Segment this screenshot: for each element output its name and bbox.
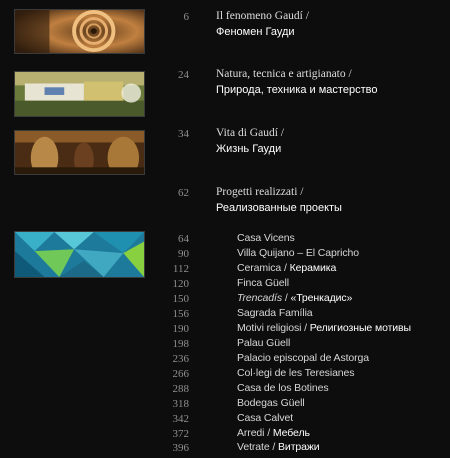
section-page-number: 6 <box>183 11 189 23</box>
project-entry <box>237 232 295 244</box>
project-page-number: 120 <box>172 278 189 290</box>
project-entry <box>237 382 329 394</box>
project-entry <box>237 247 359 259</box>
project-name: Motivi religiosi / <box>237 322 310 334</box>
section-title-russian: Феномен Гауди <box>216 26 295 38</box>
section-title-italian: Vita di Gaudí / <box>216 127 284 139</box>
project-page-number: 112 <box>172 263 189 275</box>
project-entry <box>237 441 320 453</box>
project-name: Casa de los Botines <box>237 382 329 394</box>
project-entry <box>237 367 354 379</box>
project-name-russian: Витражи <box>278 441 320 453</box>
project-page-number: 266 <box>172 368 189 380</box>
section-title-russian: Реализованные проекты <box>216 202 342 214</box>
section-page-number: 62 <box>178 187 189 199</box>
project-entry <box>237 322 411 334</box>
thumbnail-mosaic-bench <box>14 71 145 117</box>
project-entry <box>237 397 305 409</box>
thumbnail-columns <box>14 130 145 175</box>
project-entry <box>237 262 336 274</box>
project-entry <box>237 292 352 304</box>
project-name-russian: Керамика <box>289 262 337 274</box>
section-title-russian: Природа, техника и мастерство <box>216 84 378 96</box>
project-name-russian: Религиозные мотивы <box>309 322 411 334</box>
project-name-russian: «Тренкадис» <box>290 292 353 304</box>
project-page-number: 90 <box>178 248 189 260</box>
project-entry <box>237 277 289 289</box>
project-name: Bodegas Güell <box>237 397 305 409</box>
project-entry <box>237 352 369 364</box>
project-page-number: 372 <box>172 428 189 440</box>
project-name: Palau Güell <box>237 337 291 349</box>
section-title-russian: Жизнь Гауди <box>216 143 282 155</box>
project-name-russian: Мебель <box>272 427 310 439</box>
project-name: Palacio episcopal de Astorga <box>237 352 370 364</box>
project-page-number: 396 <box>172 442 189 454</box>
project-entry <box>237 427 310 439</box>
project-name: Ceramica / <box>237 262 290 274</box>
project-entry <box>237 307 313 319</box>
project-page-number: 64 <box>178 233 189 245</box>
project-name: Vetrate / <box>237 441 279 453</box>
section-page-number: 34 <box>178 128 189 140</box>
project-page-number: 236 <box>172 353 189 365</box>
project-page-number: 150 <box>172 293 189 305</box>
project-page-number: 342 <box>172 413 189 425</box>
project-page-number: 318 <box>172 398 189 410</box>
project-separator: / <box>282 292 291 304</box>
thumbnail-spiral-staircase <box>14 9 145 54</box>
project-page-number: 198 <box>172 338 189 350</box>
project-name: Trencadís <box>237 292 283 304</box>
project-name: Sagrada Família <box>237 307 313 319</box>
section-title-italian: Natura, tecnica e artigianato / <box>216 68 352 80</box>
project-entry <box>237 412 293 424</box>
project-name: Villa Quijano – El Capricho <box>237 247 360 259</box>
thumbnail-trencadis-mosaic <box>14 231 145 278</box>
project-name: Casa Calvet <box>237 412 294 424</box>
section-title-italian: Il fenomeno Gaudí / <box>216 10 309 22</box>
project-name: Arredi / <box>237 427 273 439</box>
project-page-number: 156 <box>172 308 189 320</box>
project-name: Casa Vicens <box>237 232 295 244</box>
project-name: Col·legi de les Teresianes <box>237 367 355 379</box>
project-page-number: 288 <box>172 383 189 395</box>
section-page-number: 24 <box>178 69 189 81</box>
project-name: Finca Güell <box>237 277 290 289</box>
project-page-number: 190 <box>172 323 189 335</box>
project-entry <box>237 337 290 349</box>
section-title-italian: Progetti realizzati / <box>216 186 304 198</box>
